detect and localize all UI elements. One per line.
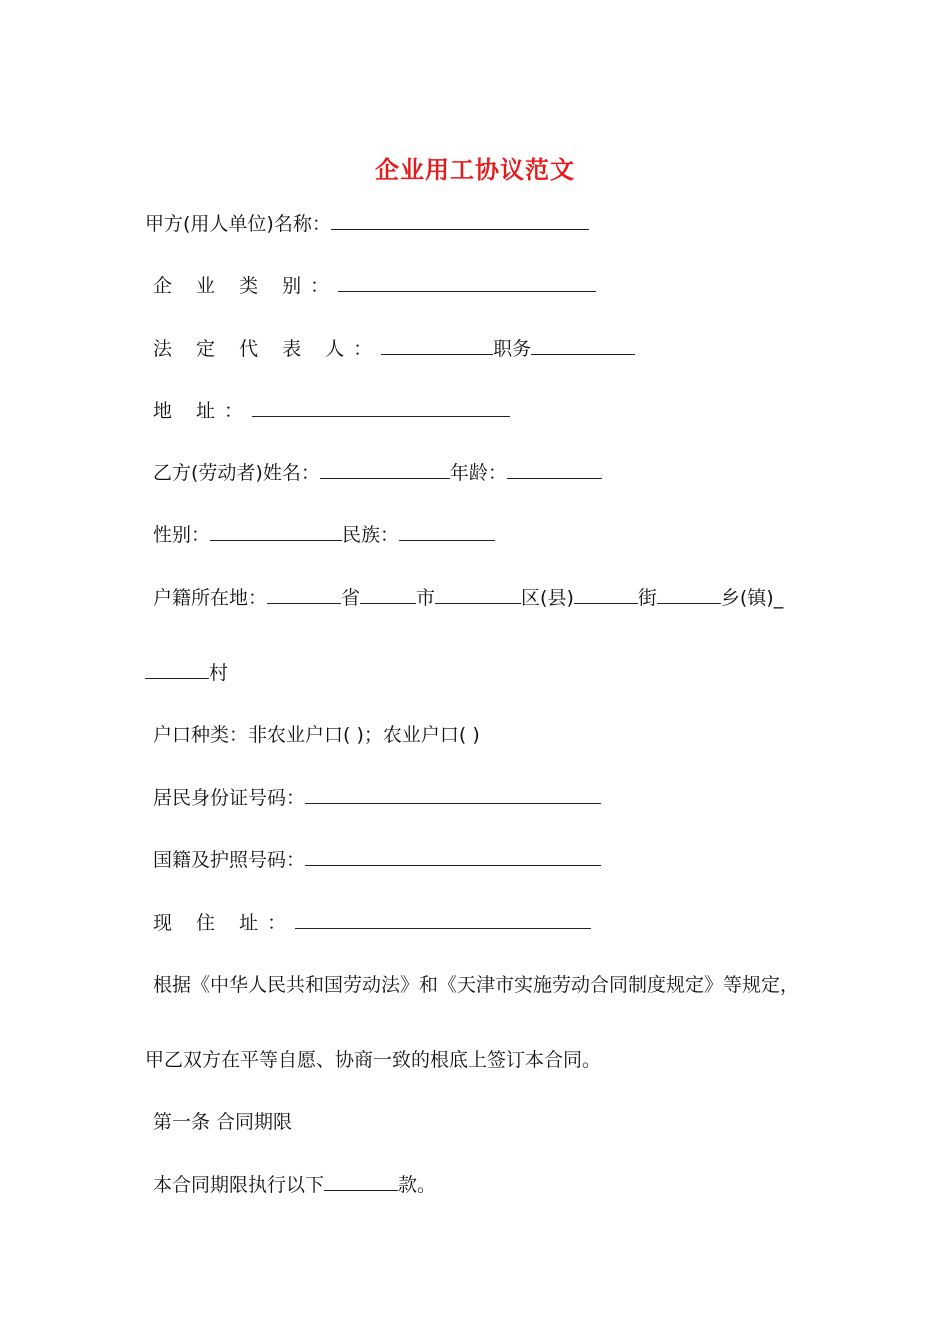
- party-b-name-label: 乙方(劳动者)姓名：: [153, 462, 320, 484]
- province-blank[interactable]: [267, 585, 341, 604]
- address-label: 地 址：: [153, 400, 253, 422]
- legal-rep-blank[interactable]: [381, 336, 493, 355]
- address-line: [153, 398, 510, 424]
- current-address-label: 现 住 址：: [153, 912, 296, 934]
- village-blank[interactable]: [145, 660, 209, 679]
- enterprise-type-line: [153, 273, 596, 299]
- id-number-label: 居民身份证号码：: [153, 787, 306, 809]
- passport-label: 国籍及护照号码：: [153, 849, 306, 871]
- party-b-name-line: [153, 460, 602, 486]
- passport-line: [153, 847, 601, 873]
- basis-paragraph-line-2: 甲乙双方在平等自愿、协商一致的根底上签订本合同。: [145, 1049, 602, 1071]
- city-label: 市: [416, 587, 436, 609]
- document-title: 企业用工协议范文: [375, 155, 575, 184]
- contract-term-line: [153, 1172, 436, 1198]
- town-blank[interactable]: [657, 585, 721, 604]
- enterprise-type-label: 企 业 类 别：: [153, 275, 339, 297]
- legal-rep-line: [153, 336, 635, 362]
- current-address-blank[interactable]: [295, 910, 591, 929]
- gender-blank[interactable]: [210, 522, 342, 541]
- age-label: 年龄：: [449, 462, 507, 484]
- household-registration-line: [153, 585, 783, 611]
- party-a-name-blank[interactable]: [331, 211, 589, 230]
- legal-rep-label: 法 定 代 表 人：: [153, 338, 382, 360]
- position-blank[interactable]: [531, 336, 635, 355]
- passport-blank[interactable]: [305, 847, 601, 866]
- party-b-name-blank[interactable]: [320, 460, 450, 479]
- contract-term-blank[interactable]: [324, 1172, 398, 1191]
- basis-paragraph-line-1: 根据《中华人民共和国劳动法》和《天津市实施劳动合同制度规定》等规定，: [153, 974, 800, 996]
- ethnicity-label: 民族：: [342, 524, 400, 546]
- city-blank[interactable]: [360, 585, 416, 604]
- current-address-line: [153, 910, 591, 936]
- party-a-name-label: 甲方(用人单位)名称：: [145, 213, 331, 235]
- street-label: 街: [637, 587, 657, 609]
- household-registration-label: 户籍所在地：: [153, 587, 268, 609]
- contract-term-text: 本合同期限执行以下: [153, 1174, 325, 1196]
- street-blank[interactable]: [574, 585, 638, 604]
- enterprise-type-blank[interactable]: [338, 273, 596, 292]
- gender-label: 性别：: [153, 524, 211, 546]
- party-a-name-line: [145, 211, 589, 237]
- id-number-line: [153, 785, 601, 811]
- household-type-line: 户口种类：非农业户口( )；农业户口( ): [153, 724, 480, 746]
- contract-term-suffix: 款。: [398, 1174, 437, 1196]
- trailing-underscore: _: [773, 587, 784, 609]
- ethnicity-blank[interactable]: [399, 522, 495, 541]
- province-label: 省: [341, 587, 361, 609]
- id-number-blank[interactable]: [305, 785, 601, 804]
- village-line: [145, 660, 228, 686]
- age-blank[interactable]: [507, 460, 602, 479]
- address-blank[interactable]: [252, 398, 510, 417]
- district-label: 区(县): [521, 587, 574, 609]
- gender-line: [153, 522, 495, 548]
- district-blank[interactable]: [435, 585, 521, 604]
- town-label: 乡(镇): [720, 587, 774, 609]
- position-label: 职务: [493, 338, 532, 360]
- village-label: 村: [209, 662, 229, 684]
- article-1-heading: 第一条 合同期限: [153, 1111, 293, 1133]
